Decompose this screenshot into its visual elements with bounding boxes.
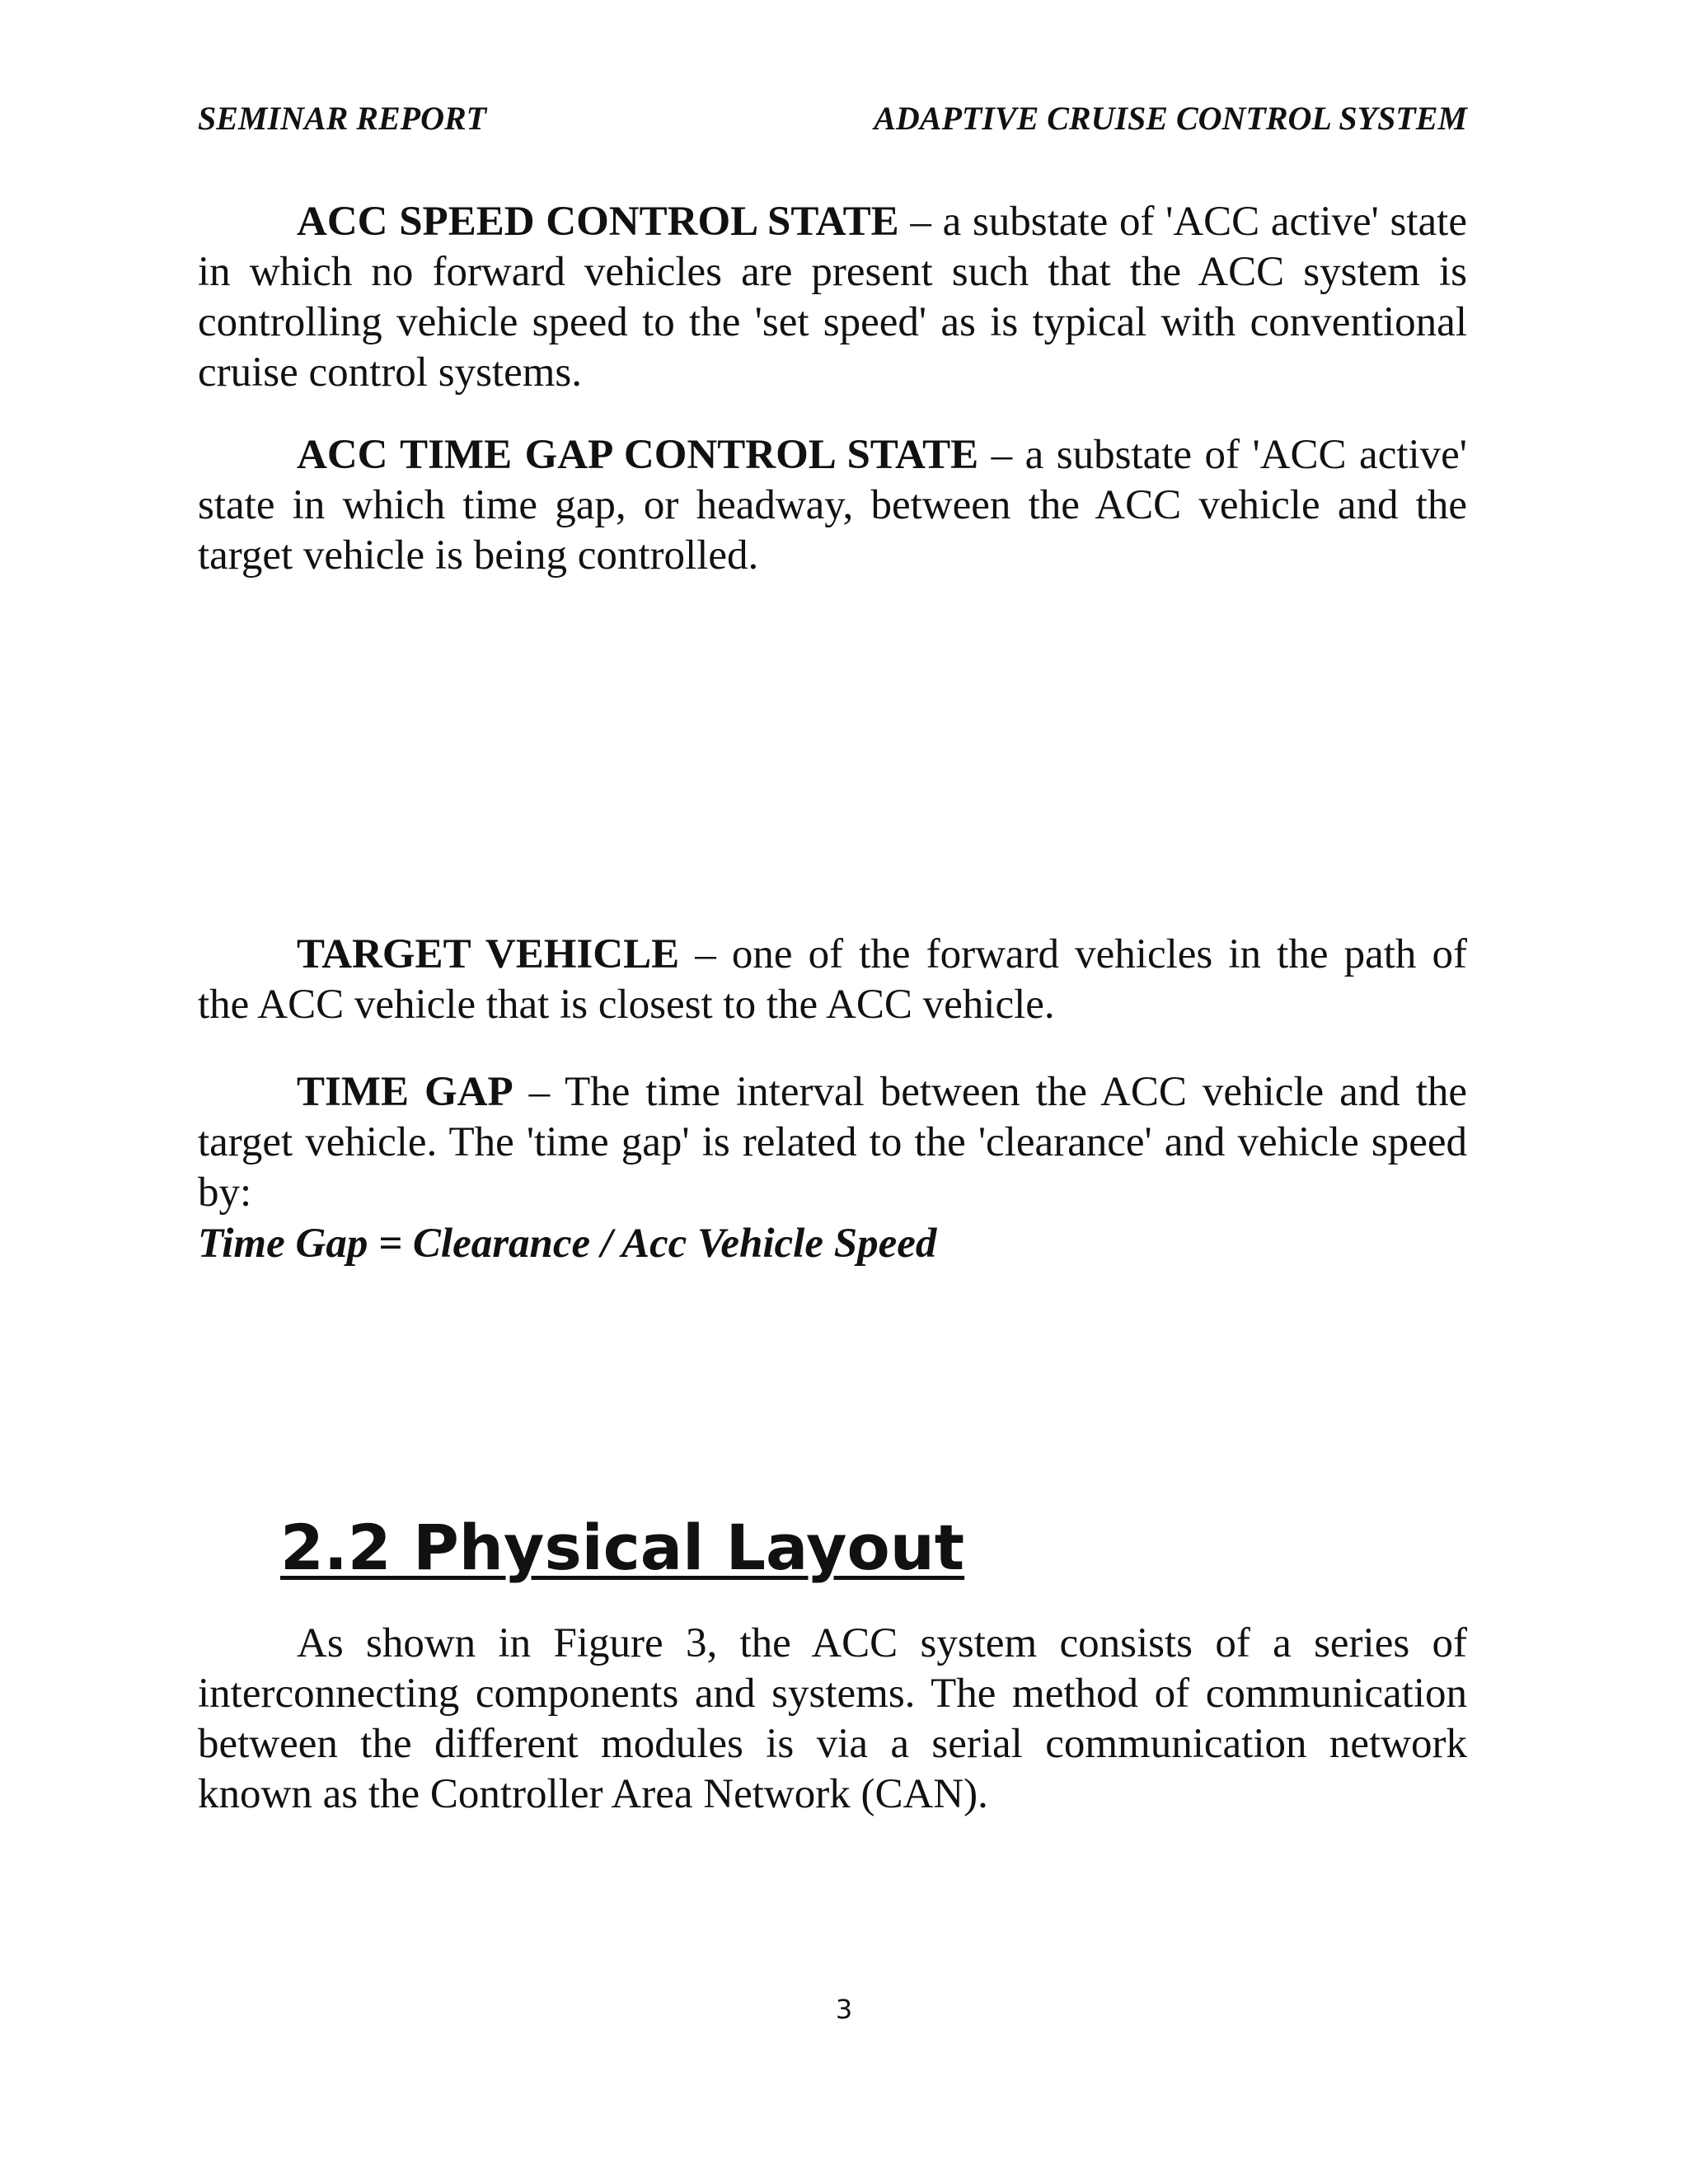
- header-right-title: ADAPTIVE CRUISE CONTROL SYSTEM: [874, 100, 1467, 137]
- definition-term: ACC TIME GAP CONTROL STATE: [297, 432, 979, 478]
- definition-text: – a substate of 'ACC active' state in which no forward vehicles are present such that the ACC system is controlling vehicle speed to the 'set speed' as is typical with conventional cruise control systems.: [198, 199, 1467, 396]
- definition-text: – The time interval between the ACC vehicle and the target vehicle. The 'time gap' is related to the 'clearance' and vehicle speed by:: [198, 1069, 1468, 1216]
- time-gap-formula: Time Gap = Clearance / Acc Vehicle Speed: [198, 1221, 937, 1267]
- definition-term: TARGET VEHICLE: [297, 931, 680, 977]
- definition-time-gap-control-state: [198, 430, 1467, 581]
- page-number: 3: [835, 1994, 853, 2025]
- definition-text: – one of the forward vehicles in the path of the ACC vehicle that is closest to the ACC vehicle.: [198, 931, 1468, 1028]
- definition-term: TIME GAP: [297, 1069, 513, 1115]
- definition-text: – a substate of 'ACC active' state in which time gap, or headway, between the ACC vehicle and the target vehicle is being controlled.: [198, 432, 1467, 579]
- section-heading: 2.2 Physical Layout: [280, 1511, 965, 1584]
- header-left-title: SEMINAR REPORT: [198, 100, 487, 137]
- definition-time-gap: [198, 1067, 1467, 1218]
- definition-term: ACC SPEED CONTROL STATE: [297, 199, 899, 245]
- definition-speed-control-state: [198, 197, 1467, 398]
- running-header: [198, 96, 1467, 142]
- definition-target-vehicle: [198, 930, 1467, 1030]
- section-body-paragraph: As shown in Figure 3, the ACC system consists of a series of interconnecting components and systems. The method of communication between the different modules is via a serial communication network known as the Controller Area Network (CAN).: [198, 1620, 1467, 1817]
